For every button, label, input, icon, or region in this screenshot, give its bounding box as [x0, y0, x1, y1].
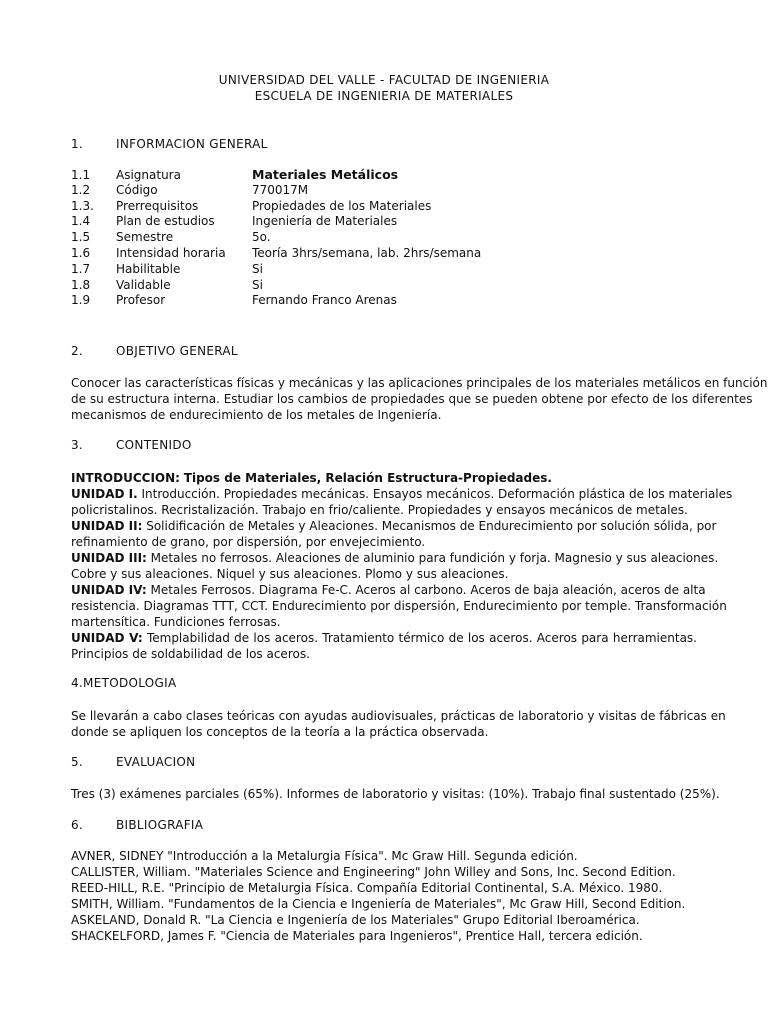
unit-5-label: UNIDAD V: [71, 631, 143, 645]
bibliography-list [71, 848, 685, 944]
info-row [71, 293, 481, 309]
bibliography-item: REED-HILL, R.E. "Principio de Metalurgia Física. Compañía Editorial Continental, S.A. México. 1980. [71, 881, 663, 895]
section-5-heading [71, 755, 195, 769]
unit-4-line-2: resistencia. Diagramas TTT, CCT. Endurecimiento por dispersión, Endurecimiento por temple. Transformación [71, 599, 727, 613]
intro-text: Tipos de Materiales, Relación Estructura-Propiedades. [183, 471, 552, 485]
intro-line [71, 470, 697, 486]
section-4-title: 4.METODOLOGIA [71, 676, 177, 690]
info-row-value: Propiedades de los Materiales [252, 198, 432, 213]
unit-3-line [71, 550, 719, 566]
info-row-value: 5o. [252, 230, 271, 245]
section-1-title: INFORMACION GENERAL [116, 137, 268, 151]
unit-2-line-2: refinamiento de grano, por dispersión, por envejecimiento. [71, 535, 426, 549]
info-row-label: Prerrequisitos [116, 198, 199, 213]
general-info-table [71, 167, 481, 309]
info-row-value: Ingeniería de Materiales [252, 214, 398, 229]
section-4-heading [71, 676, 177, 690]
info-row-number: 1.2 [71, 182, 91, 197]
info-row [71, 246, 481, 262]
section-1-heading [71, 137, 268, 151]
section-2-heading [71, 344, 238, 358]
section-6-heading [71, 818, 203, 832]
unit-2-line [71, 518, 717, 534]
section-5-title: EVALUACION [116, 755, 196, 769]
info-row-value: Si [252, 261, 263, 276]
info-row-number: 1.6 [71, 245, 91, 260]
info-row-value: Fernando Franco Arenas [252, 293, 397, 308]
unit-1-text: Introducción. Propiedades mecánicas. Ensayos mecánicos. Deformación plástica de los materiales [141, 487, 733, 501]
info-row [71, 278, 481, 294]
info-row-label: Validable [116, 277, 171, 292]
section-6-number: 6. [71, 818, 84, 832]
section-1-number: 1. [71, 137, 84, 151]
unit-5-line-2: Principios de soldabilidad de los aceros. [71, 647, 310, 661]
bibliography-item: CALLISTER, William. "Materiales Science and Engineering" John Willey and Sons, Inc. Second Edition. [71, 865, 676, 879]
info-row-number: 1.3. [71, 198, 94, 213]
methodology-line: donde se apliquen los conceptos de la teoría a la práctica observada. [71, 725, 489, 739]
section-3-heading [71, 438, 192, 452]
section-3-title: CONTENIDO [116, 438, 192, 452]
methodology-paragraph [71, 708, 726, 740]
info-row-label: Semestre [116, 230, 174, 245]
objective-line: de su estructura interna. Estudiar los cambios de propiedades que se pueden obtene por efecto de los diferentes [71, 392, 753, 406]
unit-3-text: Metales no ferrosos. Aleaciones de aluminio para fundición y forja. Magnesio y sus aleaciones. [150, 551, 719, 565]
info-row [71, 199, 481, 215]
bibliography-item: ASKELAND, Donald R. "La Ciencia e Ingeniería de los Materiales" Grupo Editorial Iberoamérica. [71, 913, 640, 927]
bibliography-item: AVNER, SIDNEY "Introducción a la Metalurgia Física". Mc Graw Hill. Segunda edición. [71, 849, 578, 863]
methodology-line: Se llevarán a cabo clases teóricas con ayudas audiovisuales, prácticas de laboratorio y visitas de fábricas en [71, 709, 726, 723]
info-row-number: 1.7 [71, 261, 91, 276]
unit-4-line [71, 582, 706, 598]
unit-5-line [71, 630, 697, 646]
section-2-number: 2. [71, 344, 84, 358]
unit-3-label: UNIDAD III: [71, 551, 147, 565]
info-row-label: Habilitable [116, 261, 181, 276]
objective-paragraph [71, 375, 768, 423]
section-2-title: OBJETIVO GENERAL [116, 344, 238, 358]
info-row-value: 770017M [252, 182, 309, 197]
unit-1-line-2: policristalinos. Recristalización. Trabajo en frio/caliente. Propiedades y ensayos mecánicos de metales. [71, 503, 688, 517]
info-row [71, 262, 481, 278]
bibliography-item: SMITH, William. "Fundamentos de la Ciencia e Ingeniería de Materiales", Mc Graw Hill, Second Edition. [71, 897, 686, 911]
info-row-number: 1.5 [71, 230, 91, 245]
unit-3-line-2: Cobre y sus aleaciones. Niquel y sus aleaciones. Plomo y sus aleaciones. [71, 567, 509, 581]
info-row-value: Si [252, 277, 263, 292]
content-paragraph [71, 470, 733, 662]
school-title: ESCUELA DE INGENIERIA DE MATERIALES [254, 89, 514, 103]
unit-2-label: UNIDAD II: [71, 519, 143, 533]
evaluation-line: Tres (3) exámenes parciales (65%). Informes de laboratorio y visitas: (10%). Trabajo final sustentado (25%). [71, 787, 720, 801]
section-3-number: 3. [71, 438, 84, 452]
unit-4-line-3: martensítica. Fundiciones ferrosas. [71, 615, 281, 629]
info-row-label: Profesor [116, 293, 166, 308]
evaluation-paragraph [71, 786, 720, 802]
info-row [71, 183, 481, 199]
section-5-number: 5. [71, 755, 84, 769]
info-row-label: Asignatura [116, 168, 181, 182]
university-title: UNIVERSIDAD DEL VALLE - FACULTAD DE INGENIERIA [218, 73, 550, 87]
info-row-label: Plan de estudios [116, 214, 215, 229]
info-row-number: 1.1 [71, 168, 91, 182]
unit-2-text: Solidificación de Metales y Aleaciones. Mecanismos de Endurecimiento por solución sólida, por [146, 519, 717, 533]
section-6-title: BIBLIOGRAFIA [116, 818, 204, 832]
bibliography-item: SHACKELFORD, James F. "Ciencia de Materiales para Ingenieros", Prentice Hall, tercera edición. [71, 929, 643, 943]
info-row-number: 1.4 [71, 214, 91, 229]
info-row-number: 1.8 [71, 277, 91, 292]
info-row-value: Teoría 3hrs/semana, lab. 2hrs/semana [252, 245, 482, 260]
info-row-value: Materiales Metálicos [252, 167, 399, 182]
unit-1-label: UNIDAD I. [71, 487, 138, 501]
unit-4-text: Metales Ferrosos. Diagrama Fe-C. Aceros al carbono. Aceros de baja aleación, aceros de alta [150, 583, 706, 597]
objective-line: mecanismos de endurecimiento de los metales de Ingeniería. [71, 408, 442, 422]
info-row [71, 167, 481, 183]
info-row [71, 214, 481, 230]
unit-5-text: Templabilidad de los aceros. Tratamiento térmico de los aceros. Aceros para herramientas. [146, 631, 697, 645]
unit-1-line [71, 486, 733, 502]
info-row-label: Código [116, 182, 158, 197]
info-row [71, 230, 481, 246]
info-row-number: 1.9 [71, 293, 91, 308]
info-row-label: Intensidad horaria [116, 245, 226, 260]
objective-line: Conocer las características físicas y mecánicas y las aplicaciones principales de los materiales metálicos en función [71, 376, 768, 390]
intro-label: INTRODUCCION: [71, 471, 180, 485]
unit-4-label: UNIDAD IV: [71, 583, 147, 597]
